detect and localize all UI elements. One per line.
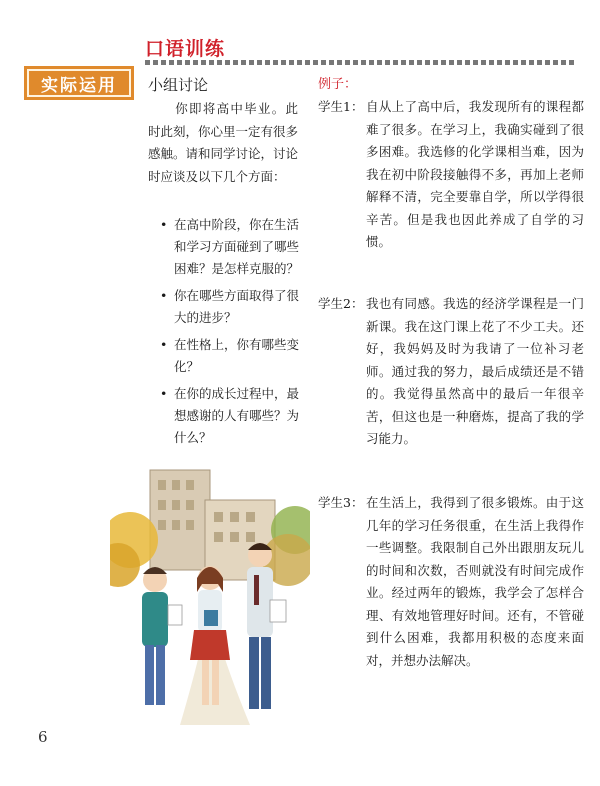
title-divider xyxy=(145,60,575,65)
student-2-speaker: 学生2： xyxy=(318,296,364,311)
student-2-text: 我也有同感。我选的经济学课程是一门新课。我在这门课上花了不少工夫。还好，我妈妈及时为我请了一位补习老师。通过我的努力，最后成绩还是不错的。我觉得虽然高中的最后一年很辛苦，但这也是一种磨炼，提高了我的学习能力。 xyxy=(366,296,584,446)
student-1-speaker: 学生1： xyxy=(318,99,364,114)
discussion-point: • 在高中阶段，你在生活和学习方面碰到了哪些困难？是怎样克服的？ xyxy=(160,214,300,280)
section-tag xyxy=(24,66,134,100)
discussion-points xyxy=(160,214,300,454)
page-number: 6 xyxy=(38,728,48,746)
student-1-text: 自从上了高中后，我发现所有的课程都难了很多。在学习上，我确实碰到了很多困难。我选修的化学课相当难，因为我在初中阶段接触得不多，再加上老师解释不清，完全要靠自学，所以学得很辛苦。但是我也因此养成了自学的习惯。 xyxy=(366,99,584,249)
discussion-point: • 在性格上，你有哪些变化？ xyxy=(160,334,300,378)
example-label: 例子： xyxy=(318,77,358,92)
discussion-point: • 在你的成长过程中，最想感谢的人有哪些？为什么？ xyxy=(160,383,300,449)
section-tag-label: 实际运用 xyxy=(27,69,131,97)
student-3-speaker: 学生3： xyxy=(318,495,364,510)
group-discussion-title: 小组讨论 xyxy=(148,76,209,94)
student-2-block xyxy=(318,293,584,451)
students-illustration xyxy=(110,460,310,725)
discussion-point: • 你在哪些方面取得了很大的进步？ xyxy=(160,285,300,329)
student-3-block xyxy=(318,492,584,672)
section-title: 口语训练 xyxy=(145,38,226,60)
student-3-text: 在生活上，我得到了很多锻炼。由于这几年的学习任务很重，在生活上我得作一些调整。我限制自己外出跟朋友玩儿的时间和次数，否则就没有时间完成作业。经过两年的锻炼，我学会了怎样合理、有效地管理好时间。还有，不管碰到什么困难，我都用积极的态度来面对，并想办法解决。 xyxy=(366,495,584,668)
intro-paragraph xyxy=(148,98,298,188)
student-1-block xyxy=(318,96,584,254)
intro-text: 你即将高中毕业。此时此刻，你心里一定有很多感触。请和同学讨论，讨论时应谈及以下几个方面： xyxy=(148,101,299,184)
